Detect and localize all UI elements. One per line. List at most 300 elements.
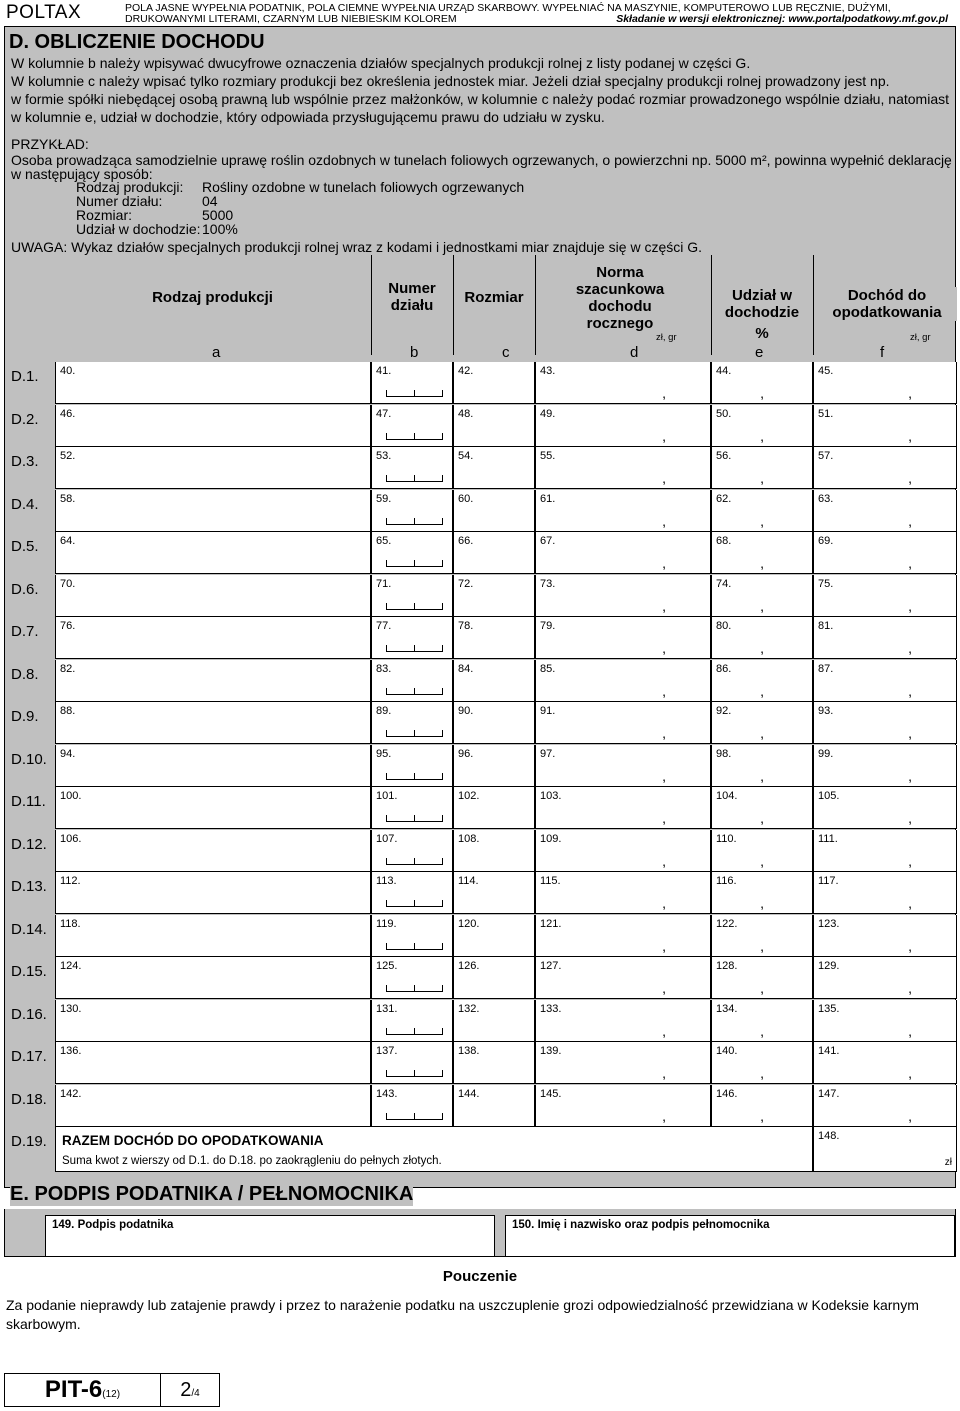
- numer-dzialu-field[interactable]: [371, 787, 453, 829]
- row-label: D.15.: [11, 963, 47, 980]
- rodzaj-produkcji-field[interactable]: [55, 1042, 371, 1084]
- dochod-field[interactable]: [813, 660, 957, 702]
- field-number: 65.: [376, 535, 392, 547]
- section-e: [4, 1209, 956, 1257]
- norma-dochodu-field[interactable]: [535, 957, 711, 999]
- example-value: 100%: [202, 221, 238, 237]
- norma-dochodu-field[interactable]: [535, 447, 711, 489]
- field-number: 122.: [716, 917, 738, 930]
- udzial-field[interactable]: [711, 575, 813, 617]
- decimal-separator: ,: [908, 682, 912, 699]
- rodzaj-produkcji-field[interactable]: [55, 745, 371, 787]
- decimal-separator: ,: [908, 512, 912, 529]
- udzial-field[interactable]: [711, 1085, 813, 1127]
- digit-box-tick: [414, 688, 415, 695]
- rodzaj-produkcji-field[interactable]: [55, 1085, 371, 1127]
- numer-dzialu-field[interactable]: [371, 362, 453, 404]
- field-number: 46.: [60, 407, 76, 420]
- numer-dzialu-field[interactable]: [371, 830, 453, 872]
- decimal-separator: ,: [908, 640, 912, 656]
- field-number: 73.: [540, 577, 556, 590]
- page-current: 2: [180, 1379, 192, 1401]
- page-number: [161, 1374, 219, 1406]
- dochod-field[interactable]: [813, 957, 957, 999]
- field-number: 48.: [458, 407, 474, 420]
- field-number: 133.: [540, 1002, 562, 1015]
- column-letter: e: [755, 344, 764, 361]
- example-title: PRZYKŁAD:: [11, 136, 89, 152]
- dochod-field[interactable]: [813, 532, 957, 574]
- field-number: 100.: [60, 790, 82, 802]
- instruction-col-c: W kolumnie c należy wpisać tylko rozmiary produkcji bez określenia jednostek miar. Jeżeli dział specjalny produkcji rolnej prowadzony jest np.: [11, 73, 890, 89]
- numer-dzialu-field[interactable]: [371, 1042, 453, 1084]
- field-number: 140.: [716, 1045, 738, 1057]
- decimal-separator: ,: [908, 427, 912, 444]
- field-150-proxy-signature[interactable]: 150. Imię i nazwisko oraz podpis pełnomocnika: [505, 1215, 955, 1257]
- rozmiar-field[interactable]: [453, 1042, 535, 1084]
- rozmiar-field[interactable]: [453, 490, 535, 532]
- dochod-field[interactable]: [813, 787, 957, 829]
- row-label: D.7.: [11, 623, 39, 640]
- decimal-separator: ,: [760, 597, 764, 614]
- dochod-field[interactable]: [813, 1085, 957, 1127]
- decimal-separator: ,: [760, 1022, 764, 1039]
- field-number: 104.: [716, 790, 738, 802]
- digit-box-tick: [442, 560, 443, 567]
- field-number: 127.: [540, 960, 562, 972]
- electronic-filing-note: Składanie w wersji elektronicznej: www.portalpodatkowy.mf.gov.pl: [616, 13, 948, 25]
- field-number: 130.: [60, 1002, 82, 1015]
- field-number: 94.: [60, 747, 76, 760]
- digit-box-tick: [442, 815, 443, 822]
- field-number: 106.: [60, 832, 82, 845]
- field-number: 114.: [458, 875, 479, 887]
- section-d: [4, 26, 956, 1188]
- digit-box-tick: [414, 730, 415, 737]
- field-number: 57.: [818, 450, 834, 462]
- field-number: 89.: [376, 705, 392, 717]
- numer-dzialu-field[interactable]: [371, 575, 453, 617]
- digit-box-tick: [442, 943, 443, 950]
- dochod-field[interactable]: [813, 872, 957, 914]
- column-letter: b: [410, 344, 419, 361]
- example-label: Numer działu:: [76, 193, 163, 209]
- field-number: 113.: [376, 875, 397, 887]
- norma-dochodu-field[interactable]: [535, 490, 711, 532]
- row-label: D.13.: [11, 878, 47, 895]
- digit-box-tick: [442, 858, 443, 865]
- rodzaj-produkcji-field[interactable]: [55, 787, 371, 829]
- numer-dzialu-field[interactable]: [371, 1000, 453, 1042]
- decimal-separator: ,: [662, 852, 666, 869]
- decimal-separator: ,: [760, 810, 764, 826]
- numer-dzialu-field[interactable]: [371, 405, 453, 447]
- decimal-separator: ,: [662, 937, 666, 954]
- header-dochod-units: zł, gr: [910, 332, 931, 343]
- decimal-separator: ,: [908, 1107, 912, 1124]
- row-label: D.5.: [11, 538, 39, 555]
- example-value: 5000: [202, 207, 234, 223]
- field-149-taxpayer-signature[interactable]: 149. Podpis podatnika: [45, 1215, 495, 1257]
- column-letter: c: [502, 344, 510, 361]
- norma-dochodu-field[interactable]: [535, 362, 711, 404]
- udzial-field[interactable]: [711, 362, 813, 404]
- field-number: 77.: [376, 620, 392, 632]
- field-number: 119.: [376, 917, 397, 930]
- field-number: 45.: [818, 365, 834, 377]
- rozmiar-field[interactable]: [453, 660, 535, 702]
- form-header: [0, 0, 960, 26]
- norma-dochodu-field[interactable]: [535, 915, 711, 957]
- numer-dzialu-field[interactable]: [371, 702, 453, 744]
- norma-dochodu-field[interactable]: [535, 702, 711, 744]
- field-number: 139.: [540, 1045, 562, 1057]
- field-number: 47.: [376, 407, 392, 420]
- row-label: D.1.: [11, 368, 39, 385]
- numer-dzialu-field[interactable]: [371, 532, 453, 574]
- field-number: 81.: [818, 620, 834, 632]
- decimal-separator: ,: [662, 682, 666, 699]
- field-number: 83.: [376, 662, 392, 675]
- form-code: [5, 1374, 160, 1406]
- decimal-separator: ,: [908, 725, 912, 741]
- digit-box-tick: [386, 433, 387, 440]
- decimal-separator: ,: [662, 512, 666, 529]
- field-number: 99.: [818, 747, 834, 760]
- field-number: 88.: [60, 705, 76, 717]
- rozmiar-field[interactable]: [453, 405, 535, 447]
- field-number: 52.: [60, 450, 76, 462]
- field-number: 85.: [540, 662, 556, 675]
- field-number: 95.: [376, 747, 392, 760]
- norma-dochodu-field[interactable]: [535, 787, 711, 829]
- digit-box-tick: [414, 985, 415, 992]
- row-label: D.18.: [11, 1090, 47, 1108]
- udzial-field[interactable]: [711, 745, 813, 787]
- section-e-title: E. PODPIS PODATNIKA / PEŁNOMOCNIKA: [10, 1183, 414, 1205]
- field-number: 87.: [818, 662, 834, 675]
- norma-dochodu-field[interactable]: [535, 660, 711, 702]
- form-version: (12): [102, 1389, 121, 1400]
- field-number: 147.: [818, 1087, 840, 1100]
- decimal-separator: ,: [760, 725, 764, 741]
- rozmiar-field[interactable]: [453, 915, 535, 957]
- rodzaj-produkcji-field[interactable]: [55, 915, 371, 957]
- udzial-field[interactable]: [711, 787, 813, 829]
- uwaga-note: UWAGA: Wykaz działów specjalnych produkcji rolnej wraz z kodami i jednostkami miar znajduje się w części G.: [11, 239, 703, 255]
- numer-dzialu-field[interactable]: [371, 1085, 453, 1127]
- section-d-title: D. OBLICZENIE DOCHODU: [9, 31, 265, 53]
- dochod-field[interactable]: [813, 702, 957, 744]
- numer-dzialu-field[interactable]: [371, 617, 453, 659]
- field-number: 107.: [376, 832, 398, 845]
- row-label: D.3.: [11, 453, 39, 470]
- column-letter: a: [212, 344, 221, 361]
- rozmiar-field[interactable]: [453, 957, 535, 999]
- rozmiar-field[interactable]: [453, 702, 535, 744]
- decimal-separator: ,: [908, 895, 912, 911]
- decimal-separator: ,: [760, 427, 764, 444]
- udzial-field[interactable]: [711, 872, 813, 914]
- field-number: 71.: [376, 577, 392, 590]
- udzial-field[interactable]: [711, 660, 813, 702]
- field-number: 54.: [458, 450, 474, 462]
- decimal-separator: ,: [760, 852, 764, 869]
- decimal-separator: ,: [760, 555, 764, 571]
- field-number: 68.: [716, 535, 732, 547]
- digit-box-tick: [414, 518, 415, 525]
- digit-box-tick: [414, 815, 415, 822]
- column-letter: d: [630, 344, 639, 361]
- digit-box-tick: [414, 1113, 415, 1120]
- field-number: 66.: [458, 535, 474, 547]
- digit-box-tick: [386, 475, 387, 482]
- norma-dochodu-field[interactable]: [535, 872, 711, 914]
- decimal-separator: ,: [908, 555, 912, 571]
- field-number: 42.: [458, 365, 474, 377]
- header-instruction-line1: POLA JASNE WYPEŁNIA PODATNIK, POLA CIEMNE WYPEŁNIA URZĄD SKARBOWY. WYPEŁNIAĆ NA MASZYNIE, KOMPUTEROWO LUB RĘCZNIE, DUŻYMI,: [125, 2, 891, 14]
- rozmiar-field[interactable]: [453, 872, 535, 914]
- numer-dzialu-field[interactable]: [371, 660, 453, 702]
- udzial-field[interactable]: [711, 702, 813, 744]
- field-number: 108.: [458, 832, 480, 845]
- field-number: 142.: [60, 1087, 82, 1100]
- column-divider: [535, 255, 536, 355]
- dochod-field[interactable]: [813, 1000, 957, 1042]
- field-number: 124.: [60, 960, 82, 972]
- header-norma-units: zł, gr: [656, 332, 677, 343]
- field-number: 144.: [458, 1087, 480, 1100]
- column-letters: [55, 344, 955, 361]
- digit-box-tick: [414, 858, 415, 865]
- digit-box-tick: [386, 1028, 387, 1035]
- decimal-separator: ,: [760, 937, 764, 954]
- field-number: 51.: [818, 407, 834, 420]
- norma-dochodu-field[interactable]: [535, 617, 711, 659]
- digit-box-tick: [386, 560, 387, 567]
- field-number: 145.: [540, 1087, 562, 1100]
- example-value: 04: [202, 193, 218, 209]
- udzial-field[interactable]: [711, 1000, 813, 1042]
- rodzaj-produkcji-field[interactable]: [55, 575, 371, 617]
- field-number: 128.: [716, 960, 738, 972]
- digit-box-tick: [414, 1070, 415, 1077]
- rodzaj-produkcji-field[interactable]: [55, 617, 371, 659]
- dochod-field[interactable]: [813, 362, 957, 404]
- row-label: D.9.: [11, 708, 39, 725]
- instruction-col-b: W kolumnie b należy wpisywać dwucyfrowe oznaczenia działów specjalnych produkcji rolnej z listy podanej w części G.: [11, 55, 751, 71]
- field-number: 138.: [458, 1045, 480, 1057]
- field-number: 82.: [60, 662, 76, 675]
- rodzaj-produkcji-field[interactable]: [55, 490, 371, 532]
- digit-box-tick: [442, 730, 443, 737]
- rodzaj-produkcji-field[interactable]: [55, 405, 371, 447]
- udzial-field[interactable]: [711, 1042, 813, 1084]
- field-number: 92.: [716, 705, 732, 717]
- field-number: 69.: [818, 535, 834, 547]
- sum-row-title: RAZEM DOCHÓD DO OPODATKOWANIA: [62, 1133, 324, 1148]
- decimal-separator: ,: [662, 1107, 666, 1124]
- udzial-field[interactable]: [711, 447, 813, 489]
- udzial-field[interactable]: [711, 617, 813, 659]
- rozmiar-field[interactable]: [453, 1085, 535, 1127]
- decimal-separator: ,: [662, 1022, 666, 1039]
- rozmiar-field[interactable]: [453, 617, 535, 659]
- rodzaj-produkcji-field[interactable]: [55, 532, 371, 574]
- row-label: D.11.: [11, 793, 46, 810]
- row-label: D.2.: [11, 410, 39, 428]
- rozmiar-field[interactable]: [453, 830, 535, 872]
- field-number: 55.: [540, 450, 556, 462]
- field-number: 101.: [376, 790, 398, 802]
- field-number: 143.: [376, 1087, 398, 1100]
- digit-box-tick: [386, 943, 387, 950]
- instruction-partnership: w formie spółki niebędącej osobą prawną lub wspólnie przez małżonków, w kolumnie c należy podać rozmiar prowadzonego wspólnie działu, natomiast w kolumnie e, udział w dochodzie, który odpowiada przysługującemu prawu do udziału w zysku.: [11, 91, 949, 125]
- digit-box-tick: [442, 1070, 443, 1077]
- field-number: 98.: [716, 747, 732, 760]
- norma-dochodu-field[interactable]: [535, 1085, 711, 1127]
- row-label: D.19.: [11, 1133, 47, 1150]
- rozmiar-field[interactable]: [453, 532, 535, 574]
- numer-dzialu-field[interactable]: [371, 915, 453, 957]
- rodzaj-produkcji-field[interactable]: [55, 362, 371, 404]
- udzial-field[interactable]: [711, 957, 813, 999]
- dochod-field[interactable]: [813, 830, 957, 872]
- decimal-separator: ,: [908, 1065, 912, 1081]
- header-numer: Numer działu: [372, 280, 452, 314]
- page-total: /4: [191, 1388, 200, 1399]
- digit-box-tick: [414, 603, 415, 610]
- dochod-field[interactable]: [813, 617, 957, 659]
- rozmiar-field[interactable]: [453, 787, 535, 829]
- field-number: 102.: [458, 790, 480, 802]
- udzial-field[interactable]: [711, 532, 813, 574]
- decimal-separator: ,: [760, 385, 764, 401]
- dochod-field[interactable]: [813, 915, 957, 957]
- decimal-separator: ,: [760, 767, 764, 784]
- sum-row-description: [55, 1127, 813, 1172]
- field-number: 118.: [60, 917, 81, 930]
- norma-dochodu-field[interactable]: [535, 830, 711, 872]
- numer-dzialu-field[interactable]: [371, 745, 453, 787]
- form-name: PIT-6: [44, 1376, 103, 1403]
- example-line2: w następujący sposób:: [11, 166, 153, 182]
- udzial-field[interactable]: [711, 405, 813, 447]
- rodzaj-produkcji-field[interactable]: [55, 830, 371, 872]
- field-number: 49.: [540, 407, 556, 420]
- rozmiar-field[interactable]: [453, 745, 535, 787]
- numer-dzialu-field[interactable]: [371, 490, 453, 532]
- norma-dochodu-field[interactable]: [535, 532, 711, 574]
- numer-dzialu-field[interactable]: [371, 447, 453, 489]
- field-number: 134.: [716, 1002, 738, 1015]
- decimal-separator: ,: [662, 810, 666, 826]
- field-number: 129.: [818, 960, 840, 972]
- field-number: 111.: [818, 832, 838, 845]
- header-instruction-line2: DRUKOWANYMI LITERAMI, CZARNYM LUB NIEBIESKIM KOLOREM: [125, 13, 457, 25]
- form-footer: [4, 1373, 220, 1407]
- field-number: 59.: [376, 492, 392, 505]
- field-number: 103.: [540, 790, 562, 802]
- header-norma: Norma szacunkowa dochodu rocznego: [565, 264, 675, 332]
- field-number: 75.: [818, 577, 834, 590]
- decimal-separator: ,: [908, 852, 912, 869]
- digit-box-tick: [442, 518, 443, 525]
- row-label: D.8.: [11, 665, 39, 683]
- rodzaj-produkcji-field[interactable]: [55, 1000, 371, 1042]
- rodzaj-produkcji-field[interactable]: [55, 872, 371, 914]
- field-number: 80.: [716, 620, 732, 632]
- dochod-field[interactable]: [813, 1042, 957, 1084]
- norma-dochodu-field[interactable]: [535, 405, 711, 447]
- numer-dzialu-field[interactable]: [371, 872, 453, 914]
- udzial-field[interactable]: [711, 915, 813, 957]
- row-label: D.4.: [11, 495, 39, 513]
- field-number: 67.: [540, 535, 556, 547]
- digit-box-tick: [386, 985, 387, 992]
- row-label: D.12.: [11, 835, 47, 853]
- digit-box-tick: [386, 815, 387, 822]
- decimal-separator: ,: [908, 810, 912, 826]
- digit-box-tick: [414, 475, 415, 482]
- field-number: 116.: [716, 875, 737, 887]
- row-label: D.17.: [11, 1048, 47, 1065]
- digit-box-tick: [386, 518, 387, 525]
- dochod-field[interactable]: [813, 490, 957, 532]
- field-number: 63.: [818, 492, 834, 505]
- digit-box-tick: [442, 645, 443, 652]
- udzial-field[interactable]: [711, 830, 813, 872]
- decimal-separator: ,: [662, 555, 666, 571]
- field-148-total-income[interactable]: [813, 1127, 957, 1172]
- rozmiar-field[interactable]: [453, 575, 535, 617]
- norma-dochodu-field[interactable]: [535, 1042, 711, 1084]
- norma-dochodu-field[interactable]: [535, 575, 711, 617]
- field-number: 115.: [540, 875, 561, 887]
- field-number: 110.: [716, 832, 737, 845]
- dochod-field[interactable]: [813, 405, 957, 447]
- field-number: 112.: [60, 875, 81, 887]
- decimal-separator: ,: [760, 1065, 764, 1081]
- rodzaj-produkcji-field[interactable]: [55, 957, 371, 999]
- digit-box-tick: [386, 390, 387, 397]
- field-number: 132.: [458, 1002, 480, 1015]
- rodzaj-produkcji-field[interactable]: [55, 447, 371, 489]
- field-number: 43.: [540, 365, 556, 377]
- decimal-separator: ,: [760, 470, 764, 486]
- field-number: 61.: [540, 492, 556, 505]
- rozmiar-field[interactable]: [453, 447, 535, 489]
- rodzaj-produkcji-field[interactable]: [55, 702, 371, 744]
- header-udzial-percent: %: [712, 325, 812, 342]
- norma-dochodu-field[interactable]: [535, 745, 711, 787]
- rozmiar-field[interactable]: [453, 362, 535, 404]
- norma-dochodu-field[interactable]: [535, 1000, 711, 1042]
- field-number: 53.: [376, 450, 392, 462]
- udzial-field[interactable]: [711, 490, 813, 532]
- rozmiar-field[interactable]: [453, 1000, 535, 1042]
- field-number: 141.: [818, 1045, 840, 1057]
- field-number: 56.: [716, 450, 732, 462]
- dochod-field[interactable]: [813, 575, 957, 617]
- digit-box-tick: [414, 560, 415, 567]
- dochod-field[interactable]: [813, 745, 957, 787]
- decimal-separator: ,: [908, 937, 912, 954]
- example-label: Rozmiar:: [76, 207, 133, 223]
- numer-dzialu-field[interactable]: [371, 957, 453, 999]
- rodzaj-produkcji-field[interactable]: [55, 660, 371, 702]
- dochod-field[interactable]: [813, 447, 957, 489]
